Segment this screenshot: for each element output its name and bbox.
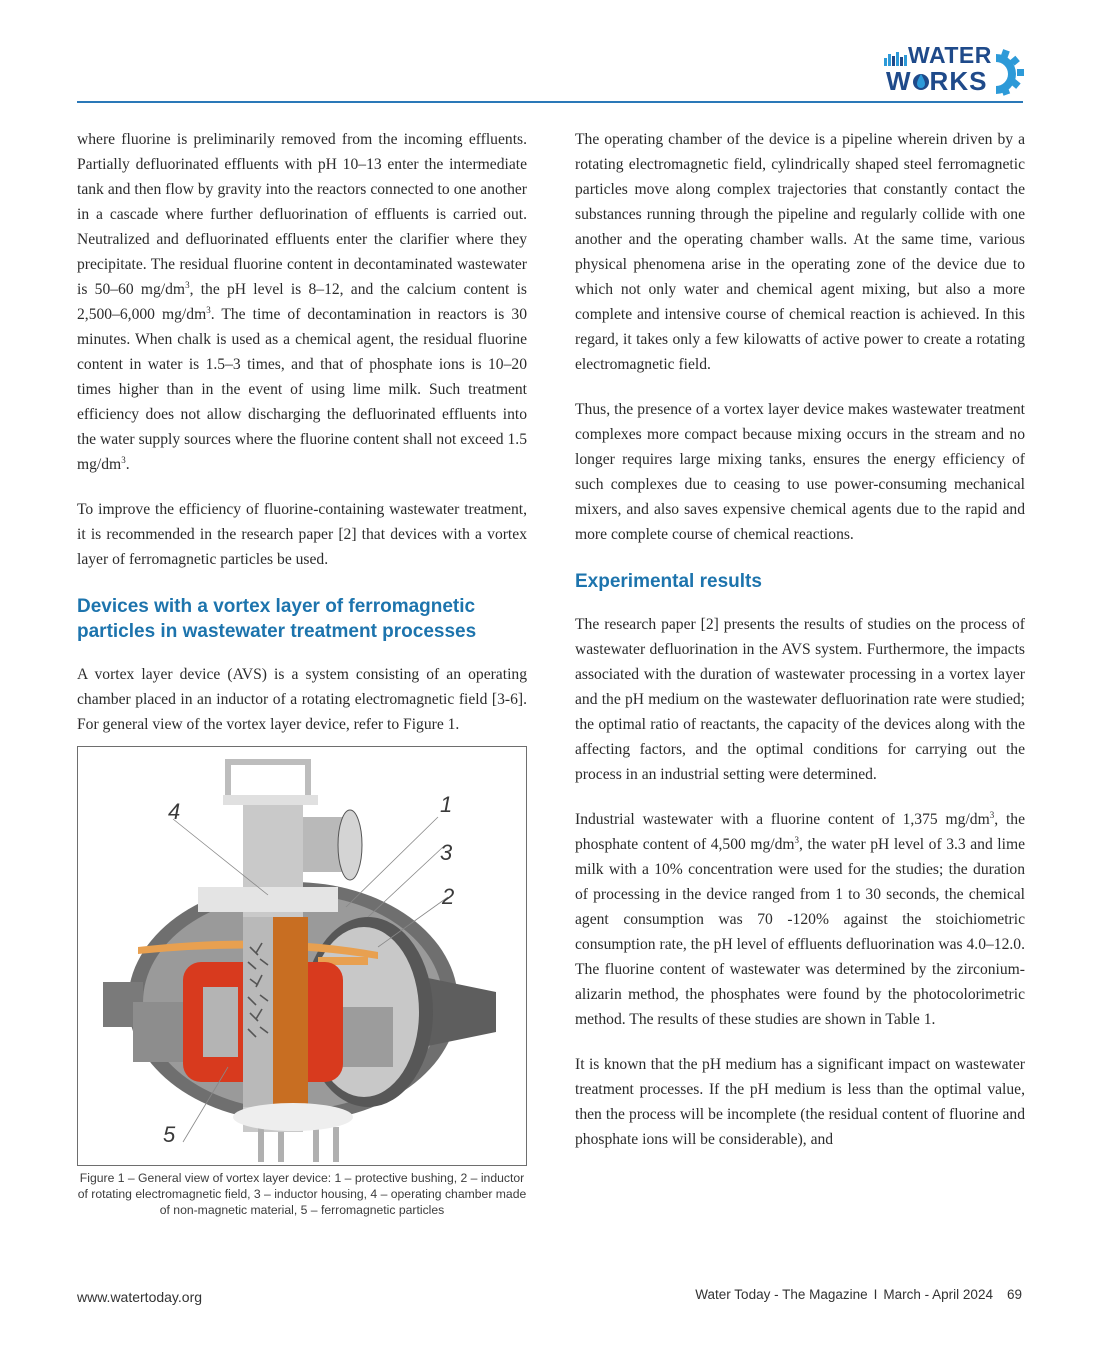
- section-heading: Experimental results: [575, 571, 762, 592]
- paragraph: The research paper [2] presents the results of studies on the process of wastewater defluorination in the AVS system. Furthermore, the impacts associated with the duration of wastewater processing in a vortex layer and the pH medium on the wastewater defluorination rate were studied; the optimal ratio of reactants, the capacity of the devices along with the affecting factors, and the optimal conditions for carrying out the process in an industrial setting were determined.: [575, 616, 1025, 783]
- header-rule: [77, 101, 1023, 103]
- logo-text-water: WATER: [908, 42, 992, 68]
- paragraph: where fluorine is preliminarily removed from the incoming effluents. Partially defluorinated effluents with pH 10–13 enter the intermediate tank and then flow by gravity into the reactors connected to one another in a cascade where further defluorination of effluents is carried out. Neutralized and defluorinated effluents enter the clarifier where they precipitate. The residual fluorine content in decontaminated wastewater is 50–60 $mg/dm^3$, the pH level is 8–12, and the calcium content is 2,500–6,000 $mg/dm^3$. The time of decontamination in reactors is 30 minutes. When chalk is used as a chemical agent, the residual fluorine content in water is 1.5–3 times, and that of phosphate ions is 10–20 times higher than in the event of using lime milk. Such treatment efficiency does not allow discharging the defluorinated effluents into the water supply sources where the fluorine content shall not exceed 1.5 $mg/dm^3$.: [77, 131, 527, 473]
- page-number: 69: [1006, 1287, 1022, 1302]
- logo-text-rks: RKS: [929, 66, 988, 96]
- figure-vortex-layer-device: [77, 746, 527, 1166]
- vortex-device-illustration: [78, 747, 526, 1165]
- gear-icon: [992, 48, 1028, 96]
- callout-2: 2: [442, 884, 455, 909]
- city-skyline-icon: [884, 52, 908, 66]
- paragraph: It is known that the pH medium has a significant impact on wastewater treatment processes. If the pH medium is less than the optimal value, then the process will be incomplete (the residual content of fluorine and phosphate ions will be considerable), and: [575, 1056, 1025, 1148]
- callout-3: 3: [440, 840, 453, 865]
- paragraph: Industrial wastewater with a fluorine content of 1,375 $mg/dm^3$, the phosphate content of 4,500 $mg/dm^3$, the water pH level of 3.3 and lime milk with a 10% concentration were used for the studies; the duration of processing in the device ranged from 1 to 30 seconds, the chemical agent consumption was 70 -120% against the stoichiometric consumption rate, the pH level of effluents defluorination was 4.0–12.0. The fluorine content of wastewater was determined by the zirconium-alizarin method, the phosphates were found by the photocolorimetric method. The results of these studies are shown in Table 1.: [575, 809, 1026, 1028]
- issue-date: March - April 2024: [883, 1287, 993, 1302]
- website-link[interactable]: www.watertoday.org: [77, 1289, 203, 1305]
- paragraph: To improve the efficiency of fluorine-containing wastewater treatment, it is recommended in the research paper [2] that devices with a vortex layer of ferromagnetic particles be used.: [77, 501, 527, 568]
- callout-4: 4: [168, 799, 181, 824]
- right-column: [575, 127, 1025, 1152]
- callout-5: 5: [163, 1122, 176, 1147]
- paragraph: A vortex layer device (AVS) is a system consisting of an operating chamber placed in an inductor of a rotating electromagnetic field [3-6]. For general view of the vortex layer device, refer to Figure 1.: [77, 666, 527, 733]
- footer-publication-info: [695, 1287, 1022, 1302]
- footer-separator: I: [873, 1287, 878, 1302]
- water-drop-icon: [913, 70, 929, 92]
- logo-text-w: W: [886, 66, 912, 96]
- figure-caption: Figure 1 – General view of vortex layer device: 1 – protective bushing, 2 – inductor of rotating electromagnetic field, 3 – inductor housing, 4 – operating chamber made of non-magnetic material, 5 – ferromagnetic particles: [77, 1171, 527, 1217]
- paragraph: The operating chamber of the device is a pipeline wherein driven by a rotating electromagnetic field, cylindrically shaped steel ferromagnetic particles move along complex trajectories that constantly contact the substances running through the pipeline and regularly collide with one another and the operating chamber walls. At the same time, various physical phenomena arise in the operating zone of the device due to which not only water and chemical agent mixing, but also a more complete and intensive course of chemical reaction is achieved. In this regard, it takes only a few kilowatts of active power to create a rotating electromagnetic field.: [575, 131, 1025, 373]
- callout-1: 1: [440, 792, 453, 817]
- left-column: [77, 127, 527, 1218]
- paragraph: Thus, the presence of a vortex layer device makes wastewater treatment complexes more compact because mixing occurs in the stream and no longer requires large mixing tanks, ensures the energy efficiency of such complexes due to ceasing to use power-consuming mechanical mixers, and also saves expensive chemical agents due to the rapid and more complete course of chemical reactions.: [575, 401, 1025, 543]
- section-heading: Devices with a vortex layer of ferromagnetic particles in wastewater treatment processes: [77, 596, 477, 642]
- magazine-name: Water Today - The Magazine: [695, 1287, 868, 1302]
- water-works-logo: [884, 44, 1029, 100]
